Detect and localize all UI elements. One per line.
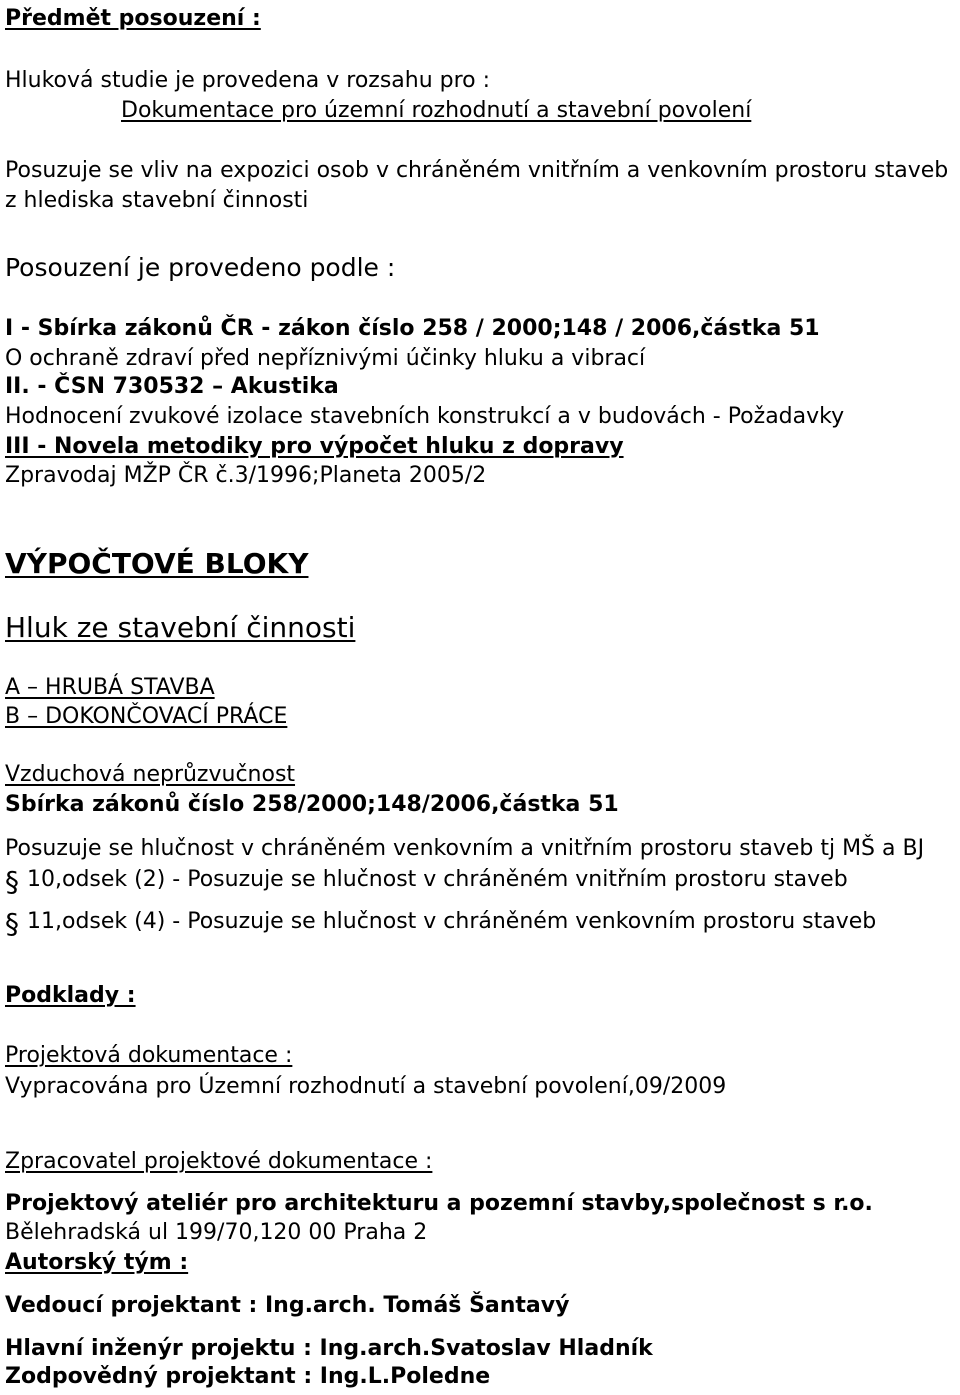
block-item-a: A – HRUBÁ STAVBA [5, 675, 215, 700]
law-item-3-title: III - Novela metodiky pro výpočet hluku z dopravy [5, 434, 624, 459]
paragraph-symbol-2: § [5, 907, 19, 940]
law-item-2-desc: Hodnocení zvukové izolace stavebních konstrukcí a v budovách - Požadavky [5, 404, 845, 429]
heading-calculation-blocks: VÝPOČTOVÉ BLOKY [5, 547, 309, 580]
paragraph-symbol-1: § [5, 865, 19, 898]
team-chief-engineer: Hlavní inženýr projektu : Ing.arch.Svatoslav Hladník [5, 1336, 653, 1361]
law-item-1-desc: O ochraně zdraví před nepříznivými účinky hluku a vibrací [5, 346, 646, 371]
team-responsible-designer: Zodpovědný projektant : Ing.L.Poledne [5, 1364, 491, 1389]
author-address: Bělehradská ul 199/70,120 00 Praha 2 [5, 1220, 428, 1245]
scope-text: Dokumentace pro územní rozhodnutí a stavební povolení [121, 98, 752, 123]
paragraph-11-text: 11,odsek (4) - Posuzuje se hlučnost v chráněném venkovním prostoru staveb [27, 909, 877, 934]
insulation-law: Sbírka zákonů číslo 258/2000;148/2006,částka 51 [5, 792, 619, 817]
heading-documentation-author: Zpracovatel projektové dokumentace : [5, 1149, 433, 1174]
heading-project-documentation: Projektová dokumentace : [5, 1043, 293, 1068]
insulation-description: Posuzuje se hlučnost v chráněném venkovním a vnitřním prostoru staveb tj MŠ a BJ [5, 836, 925, 861]
description-line-2: z hlediska stavební činnosti [5, 188, 309, 213]
heading-author-team: Autorský tým : [5, 1250, 189, 1275]
heading-air-insulation: Vzduchová neprůzvučnost [5, 762, 296, 787]
law-item-2-title: II. - ČSN 730532 – Akustika [5, 374, 339, 399]
subheading-construction-noise: Hluk ze stavební činnosti [5, 611, 356, 644]
block-item-b: B – DOKONČOVACÍ PRÁCE [5, 704, 288, 729]
team-lead-designer: Vedoucí projektant : Ing.arch. Tomáš Šantavý [5, 1293, 570, 1318]
heading-assessment-basis: Posouzení je provedeno podle : [5, 253, 396, 282]
heading-documents: Podklady : [5, 983, 136, 1008]
author-company: Projektový ateliér pro architekturu a pozemní stavby,společnost s r.o. [5, 1191, 873, 1216]
project-documentation-desc: Vypracována pro Územní rozhodnutí a stavební povolení,09/2009 [5, 1074, 727, 1099]
law-item-3-desc: Zpravodaj MŽP ČR č.3/1996;Planeta 2005/2 [5, 463, 487, 488]
heading-subject: Předmět posouzení : [5, 6, 261, 31]
description-line-1: Posuzuje se vliv na expozici osob v chráněném vnitřním a venkovním prostoru staveb [5, 158, 949, 183]
intro-text: Hluková studie je provedena v rozsahu pro : [5, 68, 491, 93]
paragraph-10-text: 10,odsek (2) - Posuzuje se hlučnost v chráněném vnitřním prostoru staveb [27, 867, 848, 892]
law-item-1-title: I - Sbírka zákonů ČR - zákon číslo 258 / 2000;148 / 2006,částka 51 [5, 316, 820, 341]
